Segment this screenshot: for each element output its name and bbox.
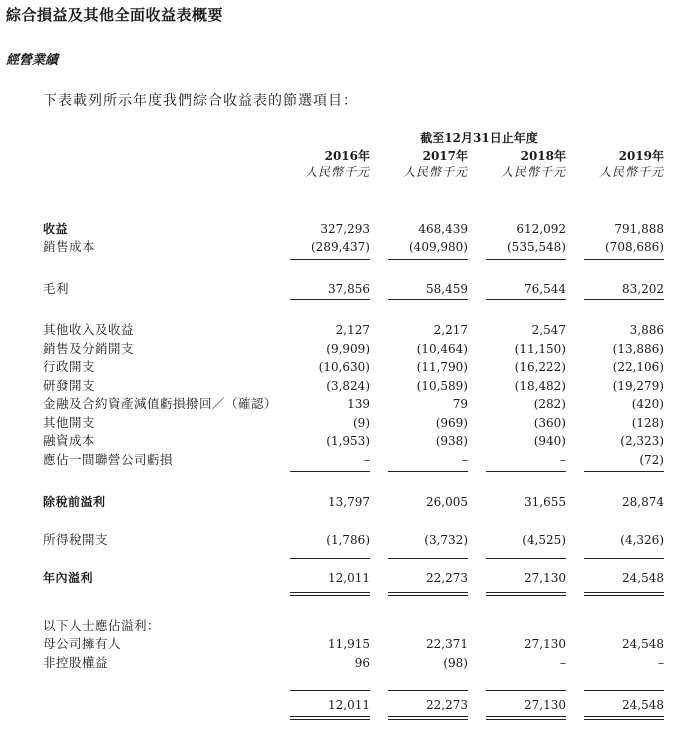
cell-value: (11,790) bbox=[416, 360, 468, 374]
row-label: 應佔一間聯營公司虧損 bbox=[43, 452, 174, 467]
table-row bbox=[0, 654, 690, 672]
table-row bbox=[0, 377, 690, 395]
column-divider bbox=[486, 558, 566, 559]
column-divider bbox=[584, 471, 664, 472]
row-label: 收益 bbox=[43, 222, 69, 236]
cell-value: 24,548 bbox=[622, 637, 664, 651]
cell-value: – bbox=[658, 656, 664, 670]
cell-value: (128) bbox=[631, 416, 664, 430]
cell-value: 76,544 bbox=[524, 282, 566, 296]
column-divider bbox=[584, 558, 664, 559]
cell-value: 327,293 bbox=[320, 222, 370, 236]
column-unit: 人民幣千元 bbox=[598, 165, 664, 179]
column-divider bbox=[290, 471, 370, 472]
column-double-rule bbox=[584, 716, 664, 720]
cell-value: 96 bbox=[354, 656, 370, 670]
cell-value: 22,273 bbox=[426, 698, 468, 712]
cell-value: 2,217 bbox=[433, 323, 468, 337]
row-label: 行政開支 bbox=[43, 359, 96, 374]
column-divider bbox=[486, 259, 566, 260]
row-label: 非控股權益 bbox=[43, 655, 109, 670]
column-divider bbox=[388, 690, 468, 691]
cell-value: 58,459 bbox=[426, 282, 468, 296]
column-divider bbox=[290, 259, 370, 260]
cell-value: (9,909) bbox=[326, 342, 370, 356]
column-header bbox=[584, 148, 664, 180]
cell-value: 791,888 bbox=[614, 222, 664, 236]
table-row bbox=[0, 617, 690, 635]
cell-value: (18,482) bbox=[514, 379, 566, 393]
column-divider bbox=[486, 690, 566, 691]
table-row bbox=[0, 451, 690, 469]
row-label: 所得稅開支 bbox=[43, 532, 109, 547]
cell-value: (19,279) bbox=[612, 379, 664, 393]
column-divider bbox=[388, 471, 468, 472]
cell-value: (360) bbox=[533, 416, 566, 430]
page-title: 綜合損益及其他全面收益表概要 bbox=[6, 6, 224, 24]
cell-value: (3,824) bbox=[326, 379, 370, 393]
row-label: 金融及合約資產減值虧損撥回／（確認） bbox=[43, 396, 278, 411]
cell-value: (535,548) bbox=[507, 240, 566, 254]
column-divider bbox=[584, 259, 664, 260]
table-row bbox=[0, 696, 690, 714]
table-row bbox=[0, 238, 690, 256]
column-year: 2017年 bbox=[422, 149, 468, 163]
column-divider bbox=[584, 299, 664, 300]
cell-value: (10,630) bbox=[318, 360, 370, 374]
cell-value: 79 bbox=[452, 397, 468, 411]
cell-value: (98) bbox=[443, 656, 468, 670]
column-divider bbox=[290, 558, 370, 559]
table-row bbox=[0, 321, 690, 339]
column-divider bbox=[388, 299, 468, 300]
column-divider bbox=[290, 299, 370, 300]
cell-value: 12,011 bbox=[328, 698, 370, 712]
cell-value: (969) bbox=[435, 416, 468, 430]
row-label: 融資成本 bbox=[43, 433, 96, 448]
column-header bbox=[486, 148, 566, 180]
cell-value: 27,130 bbox=[524, 571, 566, 585]
table-row bbox=[0, 635, 690, 653]
table-row bbox=[0, 414, 690, 432]
column-year: 2018年 bbox=[520, 149, 566, 163]
cell-value: – bbox=[364, 453, 370, 467]
cell-value: 31,655 bbox=[524, 495, 566, 509]
cell-value: – bbox=[462, 453, 468, 467]
table-row bbox=[0, 280, 690, 298]
column-divider bbox=[388, 259, 468, 260]
column-divider bbox=[388, 558, 468, 559]
row-label: 除稅前溢利 bbox=[43, 495, 106, 509]
column-double-rule bbox=[290, 592, 370, 596]
cell-value: (22,106) bbox=[612, 360, 664, 374]
cell-value: (420) bbox=[631, 397, 664, 411]
cell-value: 28,874 bbox=[622, 495, 664, 509]
row-label: 母公司擁有人 bbox=[43, 636, 122, 651]
cell-value: (3,732) bbox=[424, 533, 468, 547]
cell-value: (289,437) bbox=[311, 240, 370, 254]
cell-value: 26,005 bbox=[426, 495, 468, 509]
cell-value: (282) bbox=[533, 397, 566, 411]
row-label: 年內溢利 bbox=[43, 571, 94, 585]
cell-value: – bbox=[560, 453, 566, 467]
cell-value: (4,326) bbox=[620, 533, 664, 547]
section-subtitle: 經營業績 bbox=[6, 53, 59, 68]
column-year: 2016年 bbox=[324, 149, 370, 163]
cell-value: (1,953) bbox=[326, 434, 370, 448]
cell-value: (708,686) bbox=[605, 240, 664, 254]
cell-value: 83,202 bbox=[622, 282, 664, 296]
column-double-rule bbox=[388, 592, 468, 596]
cell-value: 22,371 bbox=[426, 637, 468, 651]
column-unit: 人民幣千元 bbox=[500, 165, 566, 179]
cell-value: 2,547 bbox=[531, 323, 566, 337]
column-divider bbox=[584, 690, 664, 691]
table-row bbox=[0, 432, 690, 450]
column-header bbox=[290, 148, 370, 180]
row-label: 其他開支 bbox=[43, 415, 96, 430]
column-double-rule bbox=[486, 592, 566, 596]
table-row bbox=[0, 531, 690, 549]
column-divider bbox=[486, 299, 566, 300]
cell-value: (16,222) bbox=[514, 360, 566, 374]
cell-value: 27,130 bbox=[524, 637, 566, 651]
row-label: 銷售及分銷開支 bbox=[43, 341, 135, 356]
cell-value: 2,127 bbox=[335, 323, 370, 337]
cell-value: – bbox=[560, 656, 566, 670]
cell-value: 468,439 bbox=[418, 222, 468, 236]
column-year: 2019年 bbox=[618, 149, 664, 163]
column-double-rule bbox=[388, 716, 468, 720]
cell-value: 27,130 bbox=[524, 698, 566, 712]
column-divider bbox=[290, 690, 370, 691]
cell-value: (72) bbox=[639, 453, 664, 467]
column-double-rule bbox=[584, 592, 664, 596]
cell-value: 612,092 bbox=[516, 222, 566, 236]
column-header bbox=[388, 148, 468, 180]
cell-value: 22,273 bbox=[426, 571, 468, 585]
table-row bbox=[0, 220, 690, 238]
cell-value: 24,548 bbox=[622, 571, 664, 585]
cell-value: (409,980) bbox=[409, 240, 468, 254]
cell-value: (2,323) bbox=[620, 434, 664, 448]
column-double-rule bbox=[290, 716, 370, 720]
column-unit: 人民幣千元 bbox=[304, 165, 370, 179]
cell-value: (10,589) bbox=[416, 379, 468, 393]
cell-value: 11,915 bbox=[328, 637, 370, 651]
row-label: 銷售成本 bbox=[43, 239, 96, 254]
cell-value: 12,011 bbox=[328, 571, 370, 585]
cell-value: 3,886 bbox=[629, 323, 664, 337]
row-label: 其他收入及收益 bbox=[43, 322, 135, 337]
cell-value: (938) bbox=[435, 434, 468, 448]
cell-value: 24,548 bbox=[622, 698, 664, 712]
cell-value: (11,150) bbox=[514, 342, 566, 356]
table-row bbox=[0, 395, 690, 413]
column-unit: 人民幣千元 bbox=[402, 165, 468, 179]
table-row bbox=[0, 569, 690, 587]
column-divider bbox=[486, 471, 566, 472]
cell-value: (9) bbox=[353, 416, 370, 430]
cell-value: (940) bbox=[533, 434, 566, 448]
period-header: 截至12月31日止年度 bbox=[420, 131, 538, 145]
table-row bbox=[0, 358, 690, 376]
table-row bbox=[0, 340, 690, 358]
cell-value: 13,797 bbox=[328, 495, 370, 509]
cell-value: (4,525) bbox=[522, 533, 566, 547]
column-double-rule bbox=[486, 716, 566, 720]
row-label: 研發開支 bbox=[43, 378, 96, 393]
intro-text: 下表載列所示年度我們綜合收益表的節選項目： bbox=[43, 93, 358, 109]
table-row bbox=[0, 493, 690, 511]
row-label: 毛利 bbox=[43, 281, 70, 296]
cell-value: (13,886) bbox=[612, 342, 664, 356]
row-label: 以下人士應佔溢利： bbox=[43, 618, 161, 633]
cell-value: (1,786) bbox=[326, 533, 370, 547]
cell-value: 139 bbox=[347, 397, 370, 411]
cell-value: 37,856 bbox=[328, 282, 370, 296]
cell-value: (10,464) bbox=[416, 342, 468, 356]
